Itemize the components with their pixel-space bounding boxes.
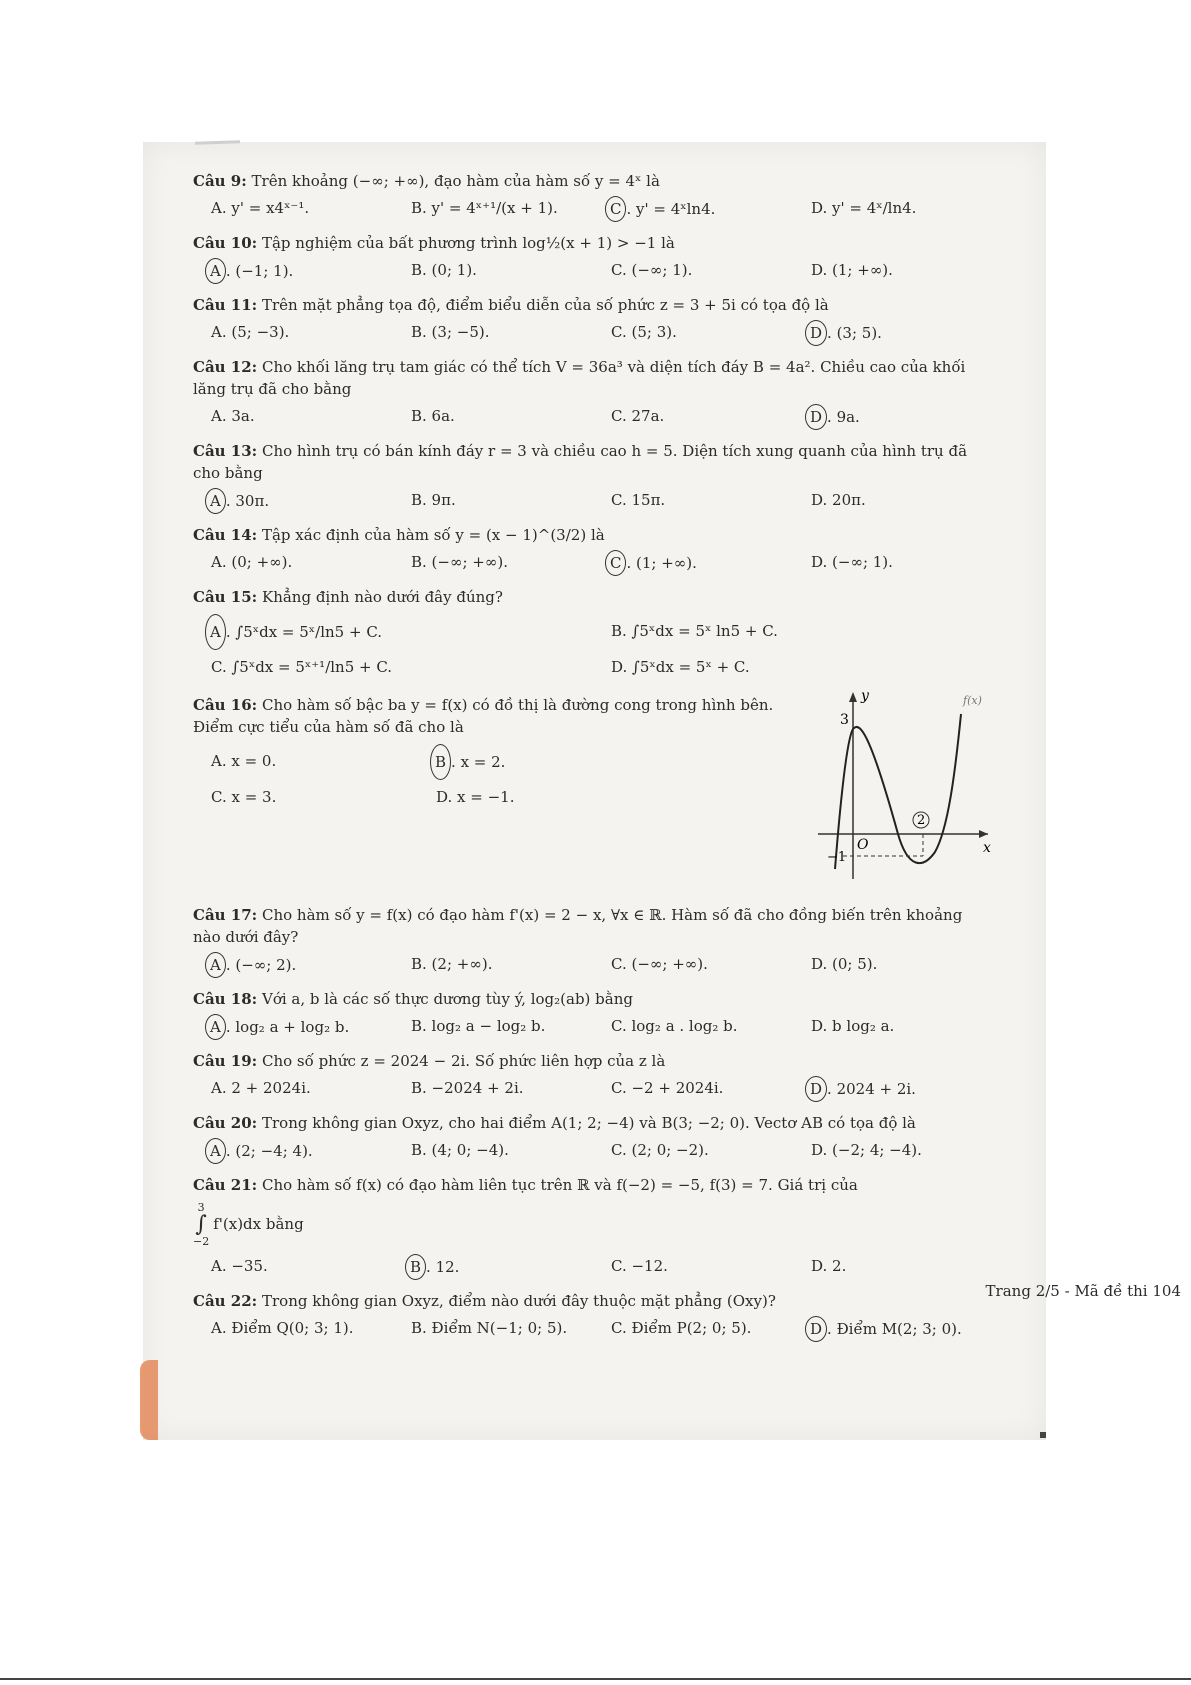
corner-mark: [1040, 1432, 1046, 1438]
answer-options: [193, 550, 993, 576]
integral-sign: ∫: [195, 1212, 207, 1237]
answer-option[interactable]: A . 30π.: [193, 488, 393, 514]
answer-options: [193, 1254, 993, 1280]
question-text: Cho số phức z = 2024 − 2i. Số phức liên hợp của z là: [261, 1052, 666, 1070]
answer-option[interactable]: A. Điểm Q(0; 3; 1).: [211, 1319, 354, 1337]
answer-option[interactable]: B. (−∞; +∞).: [411, 553, 508, 571]
question-number: Câu 17:: [193, 906, 258, 924]
question-number: Câu 16:: [193, 696, 258, 714]
lower-limit: −2: [193, 1235, 210, 1248]
answer-option[interactable]: D . (3; 5).: [793, 320, 993, 346]
page-footer: Trang 2/5 - Mã đề thi 104: [985, 1282, 1181, 1300]
answer-option[interactable]: B . x = 2.: [418, 744, 643, 780]
answer-options: [193, 1014, 993, 1040]
answer-option[interactable]: C. (−∞; 1).: [611, 261, 693, 279]
answer-option[interactable]: C. (2; 0; −2).: [611, 1141, 709, 1159]
question-number: Câu 21:: [193, 1176, 258, 1194]
answer-option[interactable]: B. 6a.: [411, 407, 455, 425]
answer-option[interactable]: C. Điểm P(2; 0; 5).: [611, 1319, 752, 1337]
question-number: Câu 18:: [193, 990, 258, 1008]
selected-answer-mark: B: [430, 744, 451, 780]
question-number: Câu 11:: [193, 296, 258, 314]
answer-option[interactable]: D. (0; 5).: [811, 955, 878, 973]
answer-option[interactable]: D. x = −1.: [436, 788, 515, 806]
question-number: Câu 14:: [193, 526, 258, 544]
question-text: Trong không gian Oxyz, cho hai điểm A(1; 2; −4) và B(3; −2; 0). Vectơ AB có tọa độ là: [261, 1114, 916, 1132]
answer-option[interactable]: A . ∫5ˣdx = 5ˣ/ln5 + C.: [193, 614, 593, 650]
answer-option[interactable]: D. (−2; 4; −4).: [811, 1141, 922, 1159]
answer-option[interactable]: B. log₂ a − log₂ b.: [411, 1017, 546, 1035]
exam-content: [193, 170, 993, 1352]
question-number: Câu 9:: [193, 172, 247, 190]
answer-option[interactable]: C . y' = 4ˣln4.: [593, 196, 793, 222]
x-min-label: 2: [917, 813, 926, 828]
question-stem: [193, 294, 993, 316]
question-stem: [193, 440, 993, 484]
question-text: Trên khoảng (−∞; +∞), đạo hàm của hàm số y = 4ˣ là: [251, 172, 660, 190]
question-number: Câu 10:: [193, 234, 258, 252]
answer-option[interactable]: B. 9π.: [411, 491, 456, 509]
selected-answer-mark: D: [805, 1316, 827, 1342]
answer-options: [193, 1138, 993, 1164]
answer-option[interactable]: C. (5; 3).: [611, 323, 677, 341]
answer-option[interactable]: A . log₂ a + log₂ b.: [193, 1014, 393, 1040]
question-text: Khẳng định nào dưới đây đúng?: [261, 588, 503, 606]
answer-option[interactable]: C . (1; +∞).: [593, 550, 793, 576]
answer-option[interactable]: C. ∫5ˣdx = 5ˣ⁺¹/ln5 + C.: [211, 658, 393, 676]
answer-options: [193, 1076, 993, 1102]
question-number: Câu 20:: [193, 1114, 258, 1132]
question: [193, 1174, 993, 1280]
question-text: Cho hàm số f(x) có đạo hàm liên tục trên ℝ và f(−2) = −5, f(3) = 7. Giá trị của: [261, 1176, 858, 1194]
selected-answer-mark: C: [605, 550, 626, 576]
question: [193, 170, 993, 222]
answer-options: [193, 320, 993, 346]
origin-label: O: [857, 837, 869, 853]
answer-option[interactable]: A. −35.: [211, 1257, 268, 1275]
answer-option[interactable]: D. 20π.: [811, 491, 866, 509]
selected-answer-mark: A: [205, 952, 226, 978]
question-stem: [193, 232, 993, 254]
question-number: Câu 22:: [193, 1292, 258, 1310]
question-stem: [193, 1112, 993, 1134]
answer-option[interactable]: C. (−∞; +∞).: [611, 955, 708, 973]
question-stem: [193, 904, 993, 948]
question-number: Câu 13:: [193, 442, 258, 460]
integral-body: f'(x)dx bằng: [213, 1215, 304, 1233]
question-text: Cho hàm số y = f(x) có đạo hàm f'(x) = 2 − x, ∀x ∈ ℝ. Hàm số đã cho đồng biến trên khoảng nào dưới đây?: [193, 906, 963, 946]
question: [193, 904, 993, 978]
answer-option[interactable]: D. b log₂ a.: [811, 1017, 895, 1035]
selected-answer-mark: D: [805, 1076, 827, 1102]
upper-limit: 3: [197, 1201, 205, 1214]
answer-option[interactable]: B. −2024 + 2i.: [411, 1079, 524, 1097]
question-text: Cho hình trụ có bán kính đáy r = 3 và chiều cao h = 5. Diện tích xung quanh của hình trụ đã cho bằng: [193, 442, 968, 482]
selected-answer-mark: A: [205, 258, 226, 284]
question-16: [193, 688, 993, 894]
question-stem: [193, 170, 993, 192]
answer-options: [193, 952, 993, 978]
answer-option[interactable]: B. ∫5ˣdx = 5ˣ ln5 + C.: [611, 622, 778, 640]
question-text: Trên mặt phẳng tọa độ, điểm biểu diễn của số phức z = 3 + 5i có tọa độ là: [261, 296, 829, 314]
answer-option[interactable]: D. y' = 4ˣ/ln4.: [811, 199, 917, 217]
question-text: Tập xác định của hàm số y = (x − 1)^(3/2) là: [261, 526, 605, 544]
question: [193, 988, 993, 1040]
answer-option[interactable]: D . 2024 + 2i.: [793, 1076, 993, 1102]
question: [193, 524, 993, 576]
answer-option[interactable]: A . (−∞; 2).: [193, 952, 393, 978]
answer-option[interactable]: A. (0; +∞).: [211, 553, 293, 571]
question-number: Câu 15:: [193, 588, 258, 606]
answer-option[interactable]: A. 3a.: [211, 407, 255, 425]
selected-answer-mark: C: [605, 196, 626, 222]
answer-options: [193, 488, 993, 514]
answer-option[interactable]: C. log₂ a . log₂ b.: [611, 1017, 738, 1035]
question: [193, 586, 993, 684]
question-stem: [193, 988, 993, 1010]
answer-option[interactable]: A. y' = x4ˣ⁻¹.: [211, 199, 310, 217]
answer-options: [193, 1316, 993, 1342]
answer-option[interactable]: C. 27a.: [611, 407, 665, 425]
question-text: Cho khối lăng trụ tam giác có thể tích V = 36a³ và diện tích đáy B = 4a². Chiều cao của khối lăng trụ đã cho bằng: [193, 358, 966, 398]
answer-options: [193, 196, 993, 222]
selected-answer-mark: B: [405, 1254, 426, 1280]
answer-option[interactable]: C. x = 3.: [211, 788, 277, 806]
y-axis-label: y: [861, 688, 869, 704]
question-stem: [193, 1174, 993, 1196]
answer-option[interactable]: D. ∫5ˣdx = 5ˣ + C.: [611, 658, 750, 676]
question-text: Cho hàm số bậc ba y = f(x) có đồ thị là đường cong trong hình bên. Điểm cực tiểu của hàm số đã cho là: [193, 696, 774, 736]
answer-options: [193, 614, 993, 684]
max-value-label: 3: [840, 712, 849, 728]
answer-option[interactable]: B . 12.: [393, 1254, 593, 1280]
question-stem: [193, 1050, 993, 1072]
function-graph: [813, 684, 993, 884]
selected-answer-mark: D: [805, 320, 827, 346]
answer-option[interactable]: C. 15π.: [611, 491, 666, 509]
question: [193, 440, 993, 514]
answer-option[interactable]: A. x = 0.: [211, 752, 277, 770]
question-stem: [193, 524, 993, 546]
selected-answer-mark: D: [805, 404, 827, 430]
page-edge-decoration: [140, 1360, 158, 1440]
answer-option[interactable]: C. −12.: [611, 1257, 668, 1275]
question-stem: [193, 356, 993, 400]
question-text: Tập nghiệm của bất phương trình log½(x + 1) > −1 là: [261, 234, 675, 252]
question: [193, 1290, 993, 1342]
min-value-label: −1: [827, 850, 847, 865]
question: [193, 1050, 993, 1102]
question-stem: [193, 1290, 993, 1312]
selected-answer-mark: A: [205, 1014, 226, 1040]
selected-answer-mark: A: [205, 614, 226, 650]
answer-options: [193, 404, 993, 430]
answer-option[interactable]: D. 2.: [811, 1257, 847, 1275]
integral-expression: [193, 1202, 993, 1248]
answer-option[interactable]: C. −2 + 2024i.: [611, 1079, 724, 1097]
question-number: Câu 12:: [193, 358, 258, 376]
answer-option[interactable]: A. 2 + 2024i.: [211, 1079, 311, 1097]
x-axis-label: x: [983, 840, 991, 856]
question-stem: [193, 694, 783, 738]
answer-option[interactable]: B. Điểm N(−1; 0; 5).: [411, 1319, 568, 1337]
y-axis-arrow: [849, 692, 857, 702]
question: [193, 356, 993, 430]
curve-note: f(x): [963, 694, 982, 707]
answer-options: [193, 258, 993, 284]
question-stem: [193, 586, 993, 608]
question-text: Với a, b là các số thực dương tùy ý, log₂(ab) bằng: [261, 990, 633, 1008]
question-list-2: [193, 904, 993, 1342]
question: [193, 1112, 993, 1164]
question-text: Trong không gian Oxyz, điểm nào dưới đây thuộc mặt phẳng (Oxy)?: [261, 1292, 776, 1310]
answer-options: [193, 744, 643, 814]
selected-answer-mark: A: [205, 488, 226, 514]
answer-option[interactable]: B. (2; +∞).: [411, 955, 493, 973]
answer-option[interactable]: D. (1; +∞).: [811, 261, 893, 279]
bottom-border: [0, 1678, 1191, 1680]
answer-option[interactable]: D. (−∞; 1).: [811, 553, 893, 571]
answer-option[interactable]: D . 9a.: [793, 404, 993, 430]
question-list: [193, 170, 993, 684]
answer-option[interactable]: A. (5; −3).: [211, 323, 290, 341]
answer-option[interactable]: A . (−1; 1).: [193, 258, 393, 284]
x-axis-arrow: [979, 830, 988, 838]
answer-option[interactable]: B. (3; −5).: [411, 323, 490, 341]
answer-option[interactable]: B. (0; 1).: [411, 261, 477, 279]
selected-answer-mark: A: [205, 1138, 226, 1164]
answer-option[interactable]: A . (2; −4; 4).: [193, 1138, 393, 1164]
question: [193, 294, 993, 346]
answer-option[interactable]: B. (4; 0; −4).: [411, 1141, 509, 1159]
answer-option[interactable]: D . Điểm M(2; 3; 0).: [793, 1316, 993, 1342]
answer-option[interactable]: B. y' = 4ˣ⁺¹/(x + 1).: [411, 199, 558, 217]
question-number: Câu 19:: [193, 1052, 258, 1070]
cubic-curve: [835, 714, 961, 869]
integral-limits: [193, 1202, 209, 1248]
question: [193, 232, 993, 284]
